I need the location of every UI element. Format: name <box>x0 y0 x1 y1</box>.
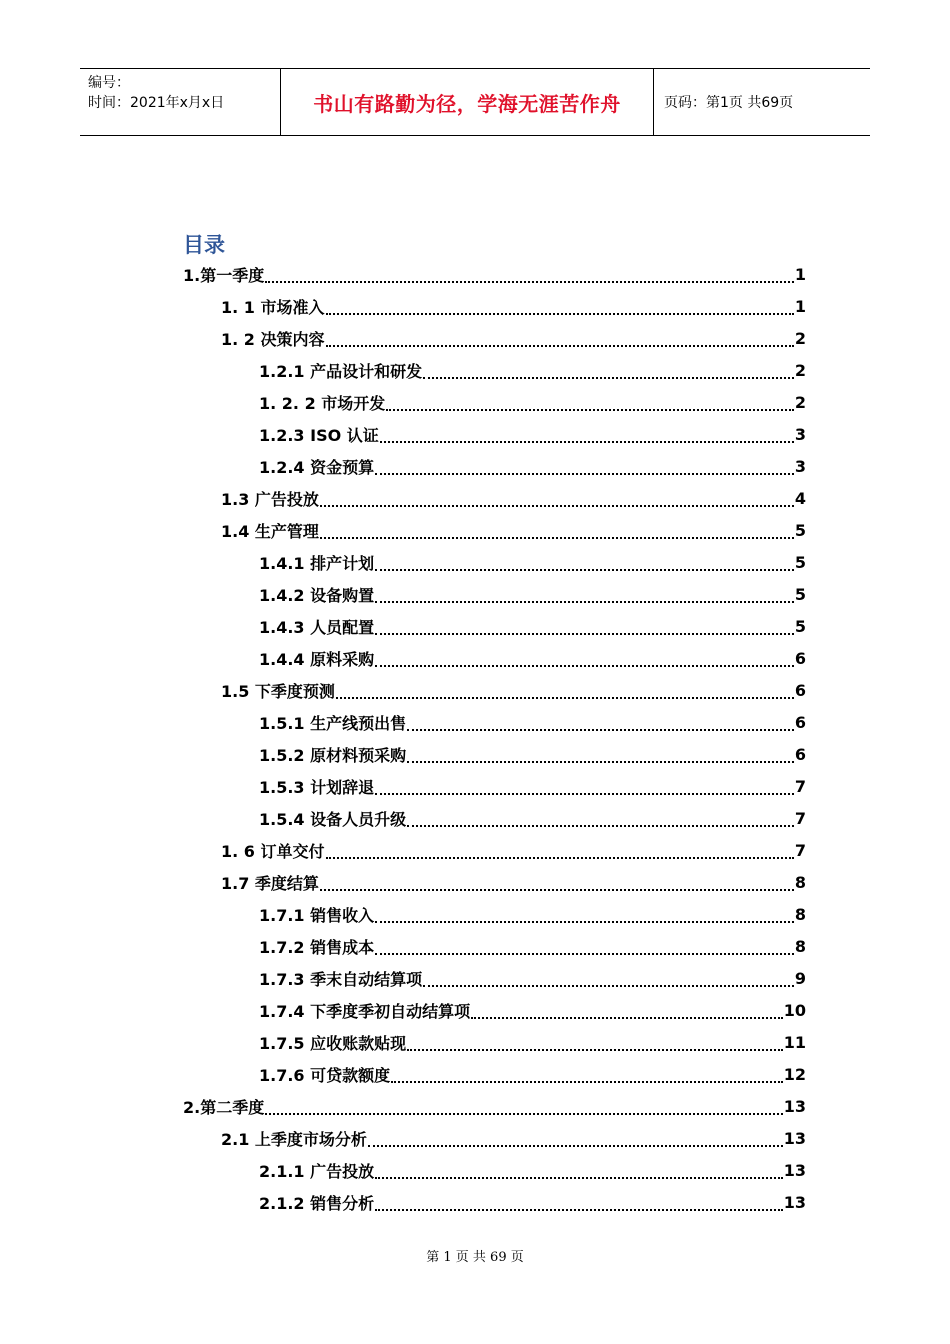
toc-entry-page: 2 <box>794 392 806 412</box>
toc-entry-page: 6 <box>794 680 806 700</box>
toc-entry-label: 1.第一季度 <box>183 265 265 285</box>
toc-entry-label: 1.7.1 销售收入 <box>259 905 375 925</box>
toc-entry-label: 1.7.5 应收账款贴现 <box>259 1033 407 1053</box>
toc-leader-dots <box>336 677 794 699</box>
toc-leader-dots <box>320 869 794 891</box>
toc-entry[interactable] <box>259 546 806 578</box>
toc-entry-label: 2.1.2 销售分析 <box>259 1193 375 1213</box>
header-info-cell <box>80 69 281 135</box>
toc-entry-label: 2.1 上季度市场分析 <box>221 1129 367 1149</box>
toc-entry[interactable] <box>259 930 806 962</box>
toc-entry[interactable] <box>183 258 806 290</box>
toc-entry-page: 2 <box>794 328 806 348</box>
toc-entry-page: 5 <box>794 552 806 572</box>
toc-entry[interactable] <box>183 1090 806 1122</box>
toc-entry[interactable] <box>259 738 806 770</box>
toc-leader-dots <box>320 485 794 507</box>
time-label: 时间：2021年x月x日 <box>88 95 225 111</box>
toc-entry[interactable] <box>221 1122 806 1154</box>
toc-entry-page: 13 <box>783 1128 806 1148</box>
toc-entry-label: 1.4.4 原料采购 <box>259 649 375 669</box>
toc-entry-label: 1.4 生产管理 <box>221 521 319 541</box>
toc-entry-page: 6 <box>794 648 806 668</box>
toc-entry[interactable] <box>259 418 806 450</box>
toc-entry[interactable] <box>259 578 806 610</box>
toc-entry[interactable] <box>221 290 806 322</box>
toc-entry-page: 13 <box>783 1192 806 1212</box>
page-header <box>80 68 870 136</box>
toc-entry-page: 6 <box>794 712 806 732</box>
toc-entry-page: 10 <box>783 1000 806 1020</box>
toc-entry-page: 1 <box>794 296 806 316</box>
toc-entry[interactable] <box>259 450 806 482</box>
toc-entry[interactable] <box>259 770 806 802</box>
toc-leader-dots <box>407 709 794 731</box>
header-page-cell <box>654 69 870 135</box>
toc-entry-page: 8 <box>794 904 806 924</box>
motto: 书山有路勤为径，学海无涯苦作舟 <box>313 91 621 116</box>
toc-entry[interactable] <box>259 962 806 994</box>
toc-entry-label: 1. 2 决策内容 <box>221 329 325 349</box>
toc-entry[interactable] <box>259 354 806 386</box>
toc-entry-page: 2 <box>794 360 806 380</box>
toc-leader-dots <box>375 645 794 667</box>
toc-leader-dots <box>320 517 794 539</box>
toc-entry-page: 13 <box>783 1160 806 1180</box>
toc-leader-dots <box>265 1093 783 1115</box>
toc-leader-dots <box>375 1157 783 1179</box>
toc-entry-label: 1.5.2 原材料预采购 <box>259 745 407 765</box>
toc-leader-dots <box>407 1029 783 1051</box>
toc-entry-label: 1.5.1 生产线预出售 <box>259 713 407 733</box>
toc-leader-dots <box>375 581 794 603</box>
toc-leader-dots <box>407 741 794 763</box>
toc-entry[interactable] <box>221 834 806 866</box>
toc-entry-page: 13 <box>783 1096 806 1116</box>
toc-entry[interactable] <box>221 514 806 546</box>
toc-entry[interactable] <box>259 898 806 930</box>
toc-entry-label: 1.5.4 设备人员升级 <box>259 809 407 829</box>
toc-entry-page: 1 <box>794 264 806 284</box>
toc-entry-page: 11 <box>783 1032 806 1052</box>
toc-entry-label: 1.3 广告投放 <box>221 489 319 509</box>
toc-leader-dots <box>265 261 794 283</box>
toc-leader-dots <box>326 837 794 859</box>
toc-entry[interactable] <box>259 1154 806 1186</box>
toc-entry[interactable] <box>221 322 806 354</box>
toc-entry[interactable] <box>259 1058 806 1090</box>
toc-entry-page: 8 <box>794 872 806 892</box>
toc-entry-page: 7 <box>794 808 806 828</box>
toc-entry-label: 2.第二季度 <box>183 1097 265 1117</box>
toc-title: 目录 <box>183 233 225 257</box>
toc-entry-label: 1.7.2 销售成本 <box>259 937 375 957</box>
toc-entry-page: 8 <box>794 936 806 956</box>
toc-entry-page: 5 <box>794 584 806 604</box>
toc-entry-page: 3 <box>794 456 806 476</box>
header-page-label: 页码：第1页 共69页 <box>664 95 794 111</box>
toc-leader-dots <box>326 325 794 347</box>
toc-leader-dots <box>423 357 794 379</box>
toc-leader-dots <box>375 613 794 635</box>
toc-entry[interactable] <box>259 1186 806 1218</box>
toc-entry-page: 5 <box>794 616 806 636</box>
toc-leader-dots <box>391 1061 783 1083</box>
toc-entry-label: 1. 2. 2 市场开发 <box>259 393 386 413</box>
toc-leader-dots <box>375 773 794 795</box>
toc-entry[interactable] <box>259 706 806 738</box>
toc-entry-label: 1.2.4 资金预算 <box>259 457 375 477</box>
toc-entry[interactable] <box>259 642 806 674</box>
toc-leader-dots <box>375 901 794 923</box>
toc-leader-dots <box>407 805 794 827</box>
header-motto-cell <box>281 69 654 135</box>
toc-entry-page: 7 <box>794 776 806 796</box>
toc-leader-dots <box>386 389 794 411</box>
toc-entry-page: 6 <box>794 744 806 764</box>
toc-leader-dots <box>471 997 783 1019</box>
toc-entry-page: 12 <box>783 1064 806 1084</box>
toc-entry-label: 1. 1 市场准入 <box>221 297 325 317</box>
toc-entry-label: 1.7 季度结算 <box>221 873 319 893</box>
toc-entry-page: 5 <box>794 520 806 540</box>
toc-entry-label: 1.2.1 产品设计和研发 <box>259 361 423 381</box>
toc-entry[interactable] <box>221 866 806 898</box>
toc-entry-label: 1.7.4 下季度季初自动结算项 <box>259 1001 471 1021</box>
toc-entry[interactable] <box>259 1026 806 1058</box>
toc-entry-label: 1.4.1 排产计划 <box>259 553 375 573</box>
toc-entry-label: 1.7.6 可贷款额度 <box>259 1065 391 1085</box>
toc-leader-dots <box>380 421 794 443</box>
toc-entry-label: 1.4.2 设备购置 <box>259 585 375 605</box>
toc-entry-label: 1.5 下季度预测 <box>221 681 335 701</box>
toc-entry-page: 4 <box>794 488 806 508</box>
toc-entry[interactable] <box>259 802 806 834</box>
toc-entry[interactable] <box>259 386 806 418</box>
toc-entry[interactable] <box>221 674 806 706</box>
toc-leader-dots <box>326 293 794 315</box>
toc-entry[interactable] <box>259 610 806 642</box>
page-footer: 第 1 页 共 69 页 <box>426 1250 524 1265</box>
toc-entry-label: 1.2.3 ISO 认证 <box>259 425 379 445</box>
toc-entry[interactable] <box>259 994 806 1026</box>
toc-entry-label: 2.1.1 广告投放 <box>259 1161 375 1181</box>
toc-entry-page: 7 <box>794 840 806 860</box>
toc-entry-label: 1. 6 订单交付 <box>221 841 325 861</box>
toc-leader-dots <box>423 965 794 987</box>
toc-entry-label: 1.5.3 计划辞退 <box>259 777 375 797</box>
toc-leader-dots <box>375 1189 783 1211</box>
toc-entry-label: 1.7.3 季末自动结算项 <box>259 969 423 989</box>
toc-entry-page: 9 <box>794 968 806 988</box>
toc-entry[interactable] <box>221 482 806 514</box>
toc-leader-dots <box>375 933 794 955</box>
toc-entry-label: 1.4.3 人员配置 <box>259 617 375 637</box>
toc-entry-page: 3 <box>794 424 806 444</box>
number-label: 编号： <box>88 75 130 91</box>
toc-leader-dots <box>368 1125 783 1147</box>
toc-leader-dots <box>375 453 794 475</box>
toc-leader-dots <box>375 549 794 571</box>
